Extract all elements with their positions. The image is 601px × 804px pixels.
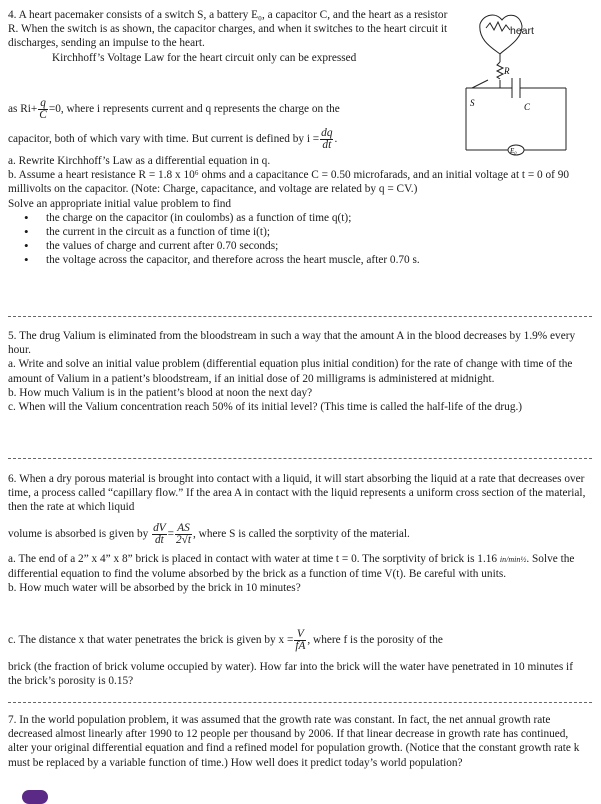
current-definition-text: capacitor, both of which vary with time. But current is defined by i = (8, 133, 320, 145)
heart-label: heart (510, 25, 534, 37)
list-item: • the charge on the capacitor (in coulombs) as a function of time q(t); (46, 211, 588, 225)
problem-5-part-b: b. How much Valium is in the patient’s blood at noon the next day? (8, 386, 313, 399)
problem-5-intro: 5. The drug Valium is eliminated from the bloodstream in such a way that the amount A in the blood decreases by 1.9% every hour. (8, 330, 576, 357)
fraction-v-over-fa: $\frac{V}{fA}$ (295, 627, 306, 652)
sorptivity-unit: in/min½ (499, 555, 527, 564)
problem-4 (8, 8, 460, 65)
problem-7 (8, 713, 588, 770)
fraction-q-over-c: $\frac{q}{C}$ (39, 96, 47, 121)
problem-4-part-a: a. Rewrite Kirchhoff’s Law as a differential equation in q. (8, 155, 271, 167)
problem-4-intro: 4. A heart pacemaker consists of a switch S, a battery E₀, a capacitor C, and the heart as a resistor R. When the switch is as shown, the capacitor charges, and when it switches to the heart circuit it discharges, sending an impulse to the heart. (8, 9, 448, 50)
problem-4-parts (8, 154, 588, 268)
problem-4-equation-line (8, 96, 460, 122)
problem-4-solve: Solve an appropriate initial value problem to find (8, 197, 232, 210)
list-item: • the values of charge and current after 0.70 seconds; (46, 239, 588, 253)
list-item: • the current in the circuit as a function of time i(t); (46, 225, 588, 239)
problem-5-part-a: a. Write and solve an initial value problem (differential equation plus initial condition) for the rate of change with time of the amount of Valium in a patient’s bloodstream, if an initial dose of 20 milligrams is administered at midnight. (8, 358, 573, 385)
problem-6-rate-line: volume is absorbed is given by $\frac{dV}{dt}$ = $\frac{AS}{2√t}$ , where S is called the sorptivity of the material. (8, 521, 410, 546)
problem-6-part-b: b. How much water will be absorbed by the brick in 10 minutes? (8, 582, 301, 595)
s-label: S (470, 98, 475, 108)
problem-4-part-b: b. Assume a heart resistance R = 1.8 x 10⁶ ohms and a capacitance C = 0.50 microfarads, and an initial voltage at t = 0 of 90 millivolts on the capacitor. (Note: Charge, capacitance, and voltage are related by q = CV.) (8, 169, 570, 196)
e-label: E₀ (510, 147, 517, 155)
kirchhoff-eq-left: as Ri+ (8, 103, 38, 115)
problem-5 (8, 329, 588, 414)
divider (8, 316, 592, 317)
problem-6 (8, 472, 588, 515)
resistor-symbol (497, 62, 503, 79)
r-label: R (504, 66, 510, 76)
fraction-as-over-2root-t: $\frac{AS}{2√t}$ (176, 521, 192, 546)
divider (8, 702, 592, 703)
fraction-dv-dt: $\frac{dV}{dt}$ (153, 521, 166, 546)
problem-4-bullets (8, 211, 588, 268)
list-item: • the voltage across the capacitor, and therefore across the heart muscle, after 0.70 s. (46, 253, 588, 267)
problem-4-kirchhoff: Kirchhoff’s Voltage Law for the heart circuit only can be expressed (52, 51, 357, 64)
problem-4-current-line: capacitor, both of which vary with time. But current is defined by i = $\frac{dq}{dt}$ . (8, 126, 338, 151)
kirchhoff-eq-right: =0, where i represents current and q represents the charge on the (48, 103, 340, 115)
divider (8, 458, 592, 459)
problem-5-part-c: c. When will the Valium concentration reach 50% of its initial level? (This time is called the half-life of the drug.) (8, 401, 523, 414)
problem-6-intro: 6. When a dry porous material is brought into contact with a liquid, it will start absorbing the liquid at a rate that decreases over time, a process called “capillary flow.” If the area A in contact with the liquid represents a uniform cross section of the material, then the rate at which liquid (8, 473, 586, 514)
fraction-dq-dt: $\frac{dq}{dt}$ (321, 126, 333, 151)
problem-7-text: 7. In the world population problem, it was assumed that the growth rate was constant. In fact, the net annual growth rate decreased almost linearly after 1990 to 12 people per thousand by 2006. If that linear decrease in growth rate has continued, alter your original differential equation and find a refined model for population growth. (Notice that the constant growth rate k must be replaced by a variable function of time.) How well does it predict today’s world population? (8, 714, 580, 769)
problem-6-part-c-line: c. The distance x that water penetrates the brick is given by x = $\frac{V}{fA}$ , where f is the porosity of the (8, 627, 443, 652)
problem-6-part-a: a. The end of a 2” x 4” x 8” brick is placed in contact with water at time t = 0. The sorptivity of brick is 1.16 in/min½. Solve the differential equation to find the volume absorbed by the brick as a function of time V(t). Be careful with units. b. How much water will be absorbed by the brick in 10 minutes? (8, 552, 588, 596)
switch-symbol (472, 80, 488, 88)
c-label: C (524, 102, 531, 112)
problem-6-part-c-cont: brick (the fraction of brick volume occupied by water). How far into the brick will the water have penetrated in 10 minutes if the brick’s porosity is 0.15? (8, 661, 573, 688)
